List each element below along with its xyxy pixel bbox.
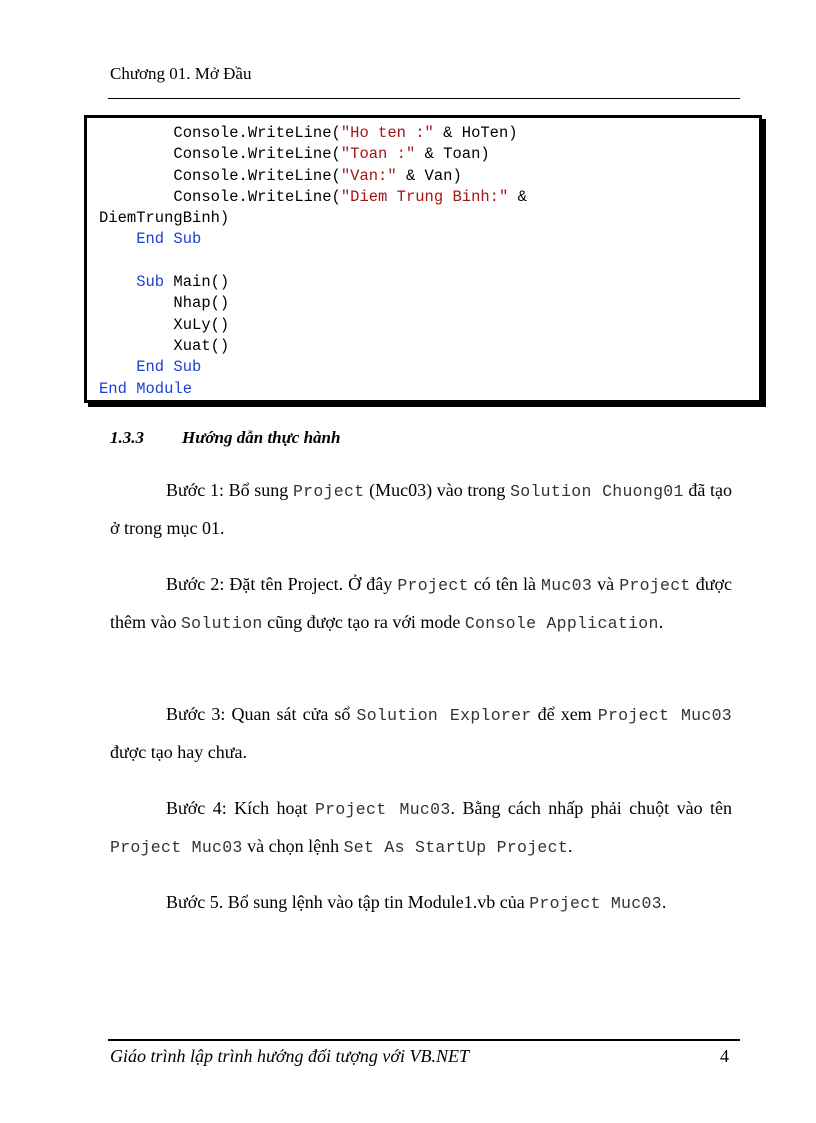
code-text: Console.WriteLine(: [99, 124, 341, 142]
step-text: Bước 3: Quan sát cửa sổ: [166, 704, 357, 724]
step-text: được tạo hay chưa.: [110, 742, 247, 762]
step-code-term: Project: [619, 576, 691, 595]
section-title: Hướng dẫn thực hành: [182, 428, 341, 447]
code-text: & HoTen): [433, 124, 518, 142]
step-code-term: Muc03: [541, 576, 593, 595]
step-code-term: Project Muc03: [110, 838, 243, 857]
step-code-term: Project: [397, 576, 469, 595]
code-string: "Van:": [340, 166, 397, 185]
code-text: Main(): [164, 273, 230, 292]
code-text: Console.WriteLine(: [99, 166, 341, 185]
code-keyword: End Sub: [99, 358, 202, 377]
page-header-title: Chương 01. Mở Đầu: [110, 64, 252, 83]
step-code-term: Project Muc03: [314, 800, 451, 819]
step-text: cũng được tạo ra với mode: [262, 612, 465, 632]
code-text: DiemTrungBinh): [99, 209, 230, 228]
step-text: và chọn lệnh: [242, 836, 344, 856]
step-3-paragraph: [110, 696, 732, 770]
code-block: [84, 115, 762, 403]
step-text: Bước 2: Đặt tên Project. Ở đây: [166, 574, 398, 594]
step-code-term: Solution Chuong01: [510, 482, 684, 501]
code-string: "Diem Trung Binh:": [340, 187, 509, 206]
step-code-term: Project Muc03: [529, 894, 662, 913]
step-text: có tên là: [468, 574, 542, 594]
step-code-term: Solution Explorer: [356, 706, 532, 725]
code-text: Console.WriteLine(: [99, 145, 341, 164]
code-string: "Ho ten :": [340, 124, 434, 142]
code-text: &: [508, 187, 527, 206]
page-number: 4: [720, 1046, 729, 1066]
step-4-paragraph: [110, 790, 732, 866]
code-keyword: Sub: [99, 273, 165, 292]
step-1-paragraph: [110, 472, 732, 546]
code-keyword: End Sub: [99, 230, 202, 249]
step-text: .: [658, 612, 664, 632]
step-text: Bước 4: Kích hoạt: [166, 798, 315, 818]
code-listing: [99, 123, 527, 400]
step-code-term: Solution: [180, 614, 263, 633]
header-divider: [108, 98, 740, 99]
code-keyword: End Module: [99, 379, 193, 398]
code-text: Nhap(): [99, 294, 230, 313]
footer-book-title: Giáo trình lập trình hướng đối tượng với VB.NET: [110, 1046, 469, 1066]
step-text: (Muc03) vào trong: [364, 480, 511, 500]
step-code-term: Console Application: [464, 614, 659, 633]
code-string: "Toan :": [340, 145, 416, 164]
step-code-term: Project: [292, 482, 365, 501]
step-text: để xem: [531, 704, 598, 724]
section-number: 1.3.3: [110, 428, 144, 447]
section-heading: [110, 428, 340, 448]
step-code-term: Set As StartUp Project: [343, 838, 569, 857]
code-text: XuLy(): [99, 315, 230, 334]
step-text: Bước 5. Bổ sung lệnh vào tập tin Module1.vb của: [166, 892, 530, 912]
code-text: & Toan): [415, 145, 490, 164]
step-text: Bước 1: Bổ sung: [166, 480, 293, 500]
step-text: và: [592, 574, 620, 594]
code-text: Xuat(): [99, 336, 230, 355]
step-text: .: [661, 892, 667, 912]
footer-divider: [108, 1039, 740, 1041]
step-5-paragraph: [110, 884, 732, 922]
step-2-paragraph: [110, 566, 732, 642]
step-code-term: Project Muc03: [597, 706, 732, 725]
step-text: đã tạo ở trong mục 01.: [110, 480, 733, 538]
code-text: & Van): [396, 166, 462, 185]
code-text: Console.WriteLine(: [99, 187, 341, 206]
step-text: được thêm vào: [110, 574, 732, 632]
step-text: .: [568, 836, 573, 856]
step-text: . Bằng cách nhấp phải chuột vào tên: [450, 798, 732, 818]
